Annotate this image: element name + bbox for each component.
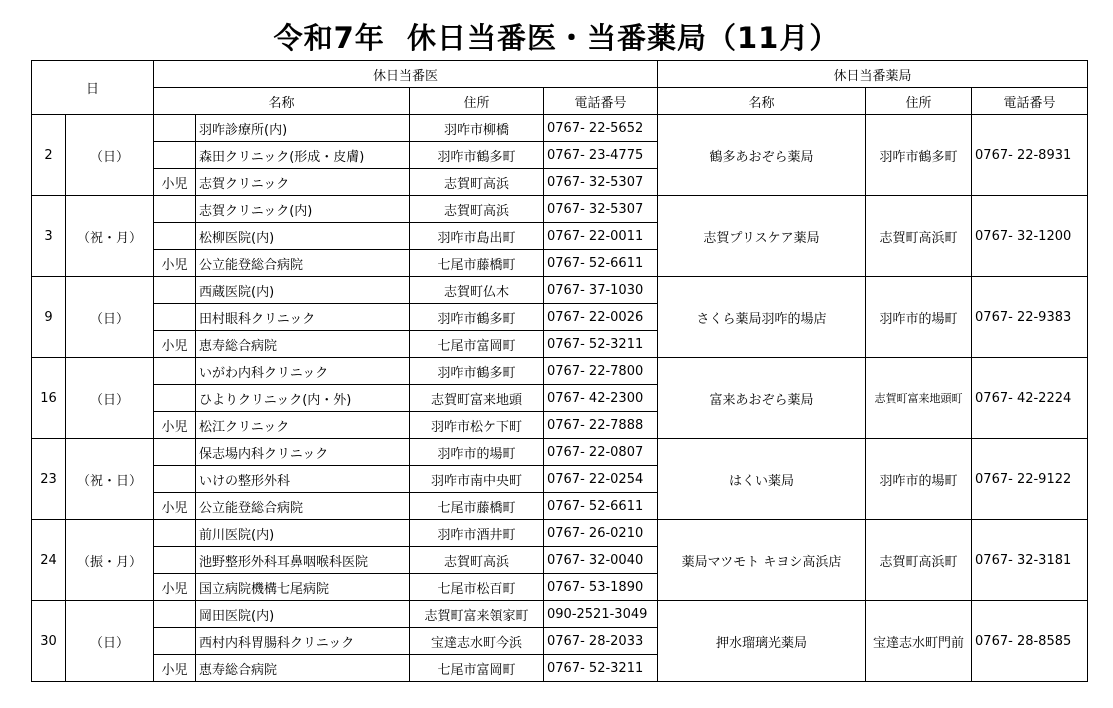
doctor-address: 宝達志水町今浜 xyxy=(410,628,544,655)
date-cell: 2 xyxy=(32,115,66,196)
doctor-phone: 0767- 23-4775 xyxy=(544,142,658,169)
page-title: 令和7年 休日当番医・当番薬局（11月） xyxy=(273,21,840,55)
doctor-tag xyxy=(154,439,196,466)
doctor-name: いけの整形外科 xyxy=(196,466,410,493)
doctor-address: 羽咋市鶴多町 xyxy=(410,358,544,385)
pharmacy-address: 羽咋市的場町 xyxy=(866,439,972,520)
doctor-address: 羽咋市鶴多町 xyxy=(410,142,544,169)
doctor-phone: 0767- 28-2033 xyxy=(544,628,658,655)
pharmacy-name: 薬局マツモト キヨシ高浜店 xyxy=(658,520,866,601)
doctor-name: 松江クリニック xyxy=(196,412,410,439)
pharmacy-phone: 0767- 22-9122 xyxy=(972,439,1088,520)
pharmacy-name: 富来あおぞら薬局 xyxy=(658,358,866,439)
table-row xyxy=(32,358,1088,385)
pharmacy-phone: 0767- 28-8585 xyxy=(972,601,1088,682)
doctor-tag xyxy=(154,304,196,331)
pharmacy-name: 志賀プリスケア薬局 xyxy=(658,196,866,277)
table-row xyxy=(32,196,1088,223)
doctor-name: 羽咋診療所(内) xyxy=(196,115,410,142)
pharmacy-phone: 0767- 22-9383 xyxy=(972,277,1088,358)
doctor-phone: 0767- 22-0807 xyxy=(544,439,658,466)
date-cell: 9 xyxy=(32,277,66,358)
weekday-cell: （振・月） xyxy=(66,520,154,601)
doctor-name: 志賀クリニック xyxy=(196,169,410,196)
doctor-tag xyxy=(154,358,196,385)
pharmacy-address: 志賀町高浜町 xyxy=(866,520,972,601)
doctor-tag xyxy=(154,547,196,574)
pharmacy-name: 鶴多あおぞら薬局 xyxy=(658,115,866,196)
pharmacy-phone: 0767- 32-3181 xyxy=(972,520,1088,601)
doctor-tag xyxy=(154,520,196,547)
header-pharmacy-group: 休日当番薬局 xyxy=(658,61,1088,88)
weekday-cell: （祝・月） xyxy=(66,196,154,277)
doctor-address: 七尾市松百町 xyxy=(410,574,544,601)
pharmacy-address: 宝達志水町門前 xyxy=(866,601,972,682)
doctor-phone: 0767- 22-5652 xyxy=(544,115,658,142)
doctor-phone: 0767- 37-1030 xyxy=(544,277,658,304)
doctor-name: 松柳医院(内) xyxy=(196,223,410,250)
doctor-tag xyxy=(154,115,196,142)
doctor-address: 羽咋市島出町 xyxy=(410,223,544,250)
doctor-address: 七尾市富岡町 xyxy=(410,331,544,358)
doctor-name: ひよりクリニック(内・外) xyxy=(196,385,410,412)
doctor-address: 志賀町仏木 xyxy=(410,277,544,304)
doctor-tag xyxy=(154,277,196,304)
doctor-phone: 0767- 22-7888 xyxy=(544,412,658,439)
doctor-name: 恵寿総合病院 xyxy=(196,331,410,358)
doctor-tag xyxy=(154,466,196,493)
header-pharmacy-address: 住所 xyxy=(866,88,972,115)
doctor-tag: 小児 xyxy=(154,331,196,358)
schedule-body xyxy=(32,115,1088,682)
doctor-name: 田村眼科クリニック xyxy=(196,304,410,331)
doctor-tag xyxy=(154,601,196,628)
doctor-name: 池野整形外科耳鼻咽喉科医院 xyxy=(196,547,410,574)
doctor-address: 羽咋市的場町 xyxy=(410,439,544,466)
pharmacy-phone: 0767- 42-2224 xyxy=(972,358,1088,439)
doctor-name: 西蔵医院(内) xyxy=(196,277,410,304)
pharmacy-address: 志賀町高浜町 xyxy=(866,196,972,277)
weekday-cell: （日） xyxy=(66,358,154,439)
doctor-phone: 0767- 22-0254 xyxy=(544,466,658,493)
date-cell: 23 xyxy=(32,439,66,520)
table-row xyxy=(32,277,1088,304)
pharmacy-name: さくら薬局羽咋的場店 xyxy=(658,277,866,358)
doctor-address: 羽咋市酒井町 xyxy=(410,520,544,547)
date-cell: 30 xyxy=(32,601,66,682)
doctor-tag xyxy=(154,142,196,169)
doctor-tag: 小児 xyxy=(154,169,196,196)
doctor-address: 志賀町高浜 xyxy=(410,547,544,574)
doctor-phone: 0767- 22-0026 xyxy=(544,304,658,331)
pharmacy-name: 押水瑠璃光薬局 xyxy=(658,601,866,682)
pharmacy-address: 志賀町富来地頭町 xyxy=(866,358,972,439)
doctor-address: 羽咋市鶴多町 xyxy=(410,304,544,331)
date-cell: 16 xyxy=(32,358,66,439)
table-row xyxy=(32,601,1088,628)
doctor-phone: 0767- 26-0210 xyxy=(544,520,658,547)
doctor-tag xyxy=(154,385,196,412)
header-doctor-address: 住所 xyxy=(410,88,544,115)
doctor-address: 志賀町高浜 xyxy=(410,196,544,223)
doctor-address: 志賀町富来地頭 xyxy=(410,385,544,412)
date-cell: 24 xyxy=(32,520,66,601)
doctor-address: 羽咋市南中央町 xyxy=(410,466,544,493)
weekday-cell: （日） xyxy=(66,601,154,682)
doctor-name: 前川医院(内) xyxy=(196,520,410,547)
doctor-phone: 0767- 52-3211 xyxy=(544,655,658,682)
doctor-name: いがわ内科クリニック xyxy=(196,358,410,385)
doctor-phone: 0767- 42-2300 xyxy=(544,385,658,412)
doctor-name: 公立能登総合病院 xyxy=(196,250,410,277)
doctor-tag xyxy=(154,223,196,250)
doctor-phone: 0767- 52-6611 xyxy=(544,250,658,277)
table-row xyxy=(32,439,1088,466)
doctor-name: 保志場内科クリニック xyxy=(196,439,410,466)
pharmacy-name: はくい薬局 xyxy=(658,439,866,520)
doctor-phone: 0767- 22-7800 xyxy=(544,358,658,385)
weekday-cell: （祝・日） xyxy=(66,439,154,520)
doctor-tag: 小児 xyxy=(154,493,196,520)
header-pharmacy-name: 名称 xyxy=(658,88,866,115)
table-row xyxy=(32,520,1088,547)
doctor-phone: 0767- 52-3211 xyxy=(544,331,658,358)
header-day: 日 xyxy=(32,61,154,115)
doctor-tag xyxy=(154,628,196,655)
doctor-phone: 0767- 32-5307 xyxy=(544,169,658,196)
pharmacy-address: 羽咋市鶴多町 xyxy=(866,115,972,196)
doctor-phone: 0767- 32-5307 xyxy=(544,196,658,223)
duty-schedule-table xyxy=(31,60,1088,682)
doctor-address: 七尾市富岡町 xyxy=(410,655,544,682)
date-cell: 3 xyxy=(32,196,66,277)
header-doctor-phone: 電話番号 xyxy=(544,88,658,115)
weekday-cell: （日） xyxy=(66,115,154,196)
doctor-name: 公立能登総合病院 xyxy=(196,493,410,520)
doctor-name: 森田クリニック(形成・皮膚) xyxy=(196,142,410,169)
doctor-name: 志賀クリニック(内) xyxy=(196,196,410,223)
pharmacy-phone: 0767- 32-1200 xyxy=(972,196,1088,277)
pharmacy-address: 羽咋市的場町 xyxy=(866,277,972,358)
doctor-name: 恵寿総合病院 xyxy=(196,655,410,682)
doctor-name: 西村内科胃腸科クリニック xyxy=(196,628,410,655)
doctor-phone: 090-2521-3049 xyxy=(544,601,658,628)
doctor-address: 七尾市藤橋町 xyxy=(410,250,544,277)
doctor-tag: 小児 xyxy=(154,250,196,277)
doctor-tag: 小児 xyxy=(154,574,196,601)
doctor-tag xyxy=(154,196,196,223)
header-doctor-group: 休日当番医 xyxy=(154,61,658,88)
doctor-address: 羽咋市松ケ下町 xyxy=(410,412,544,439)
doctor-tag: 小児 xyxy=(154,655,196,682)
doctor-name: 国立病院機構七尾病院 xyxy=(196,574,410,601)
doctor-phone: 0767- 53-1890 xyxy=(544,574,658,601)
doctor-phone: 0767- 52-6611 xyxy=(544,493,658,520)
pharmacy-phone: 0767- 22-8931 xyxy=(972,115,1088,196)
doctor-phone: 0767- 22-0011 xyxy=(544,223,658,250)
table-row xyxy=(32,115,1088,142)
doctor-tag: 小児 xyxy=(154,412,196,439)
doctor-address: 七尾市藤橋町 xyxy=(410,493,544,520)
doctor-address: 志賀町高浜 xyxy=(410,169,544,196)
doctor-phone: 0767- 32-0040 xyxy=(544,547,658,574)
doctor-address: 志賀町富来領家町 xyxy=(410,601,544,628)
doctor-address: 羽咋市柳橋 xyxy=(410,115,544,142)
doctor-name: 岡田医院(内) xyxy=(196,601,410,628)
weekday-cell: （日） xyxy=(66,277,154,358)
header-doctor-name: 名称 xyxy=(154,88,410,115)
header-pharmacy-phone: 電話番号 xyxy=(972,88,1088,115)
